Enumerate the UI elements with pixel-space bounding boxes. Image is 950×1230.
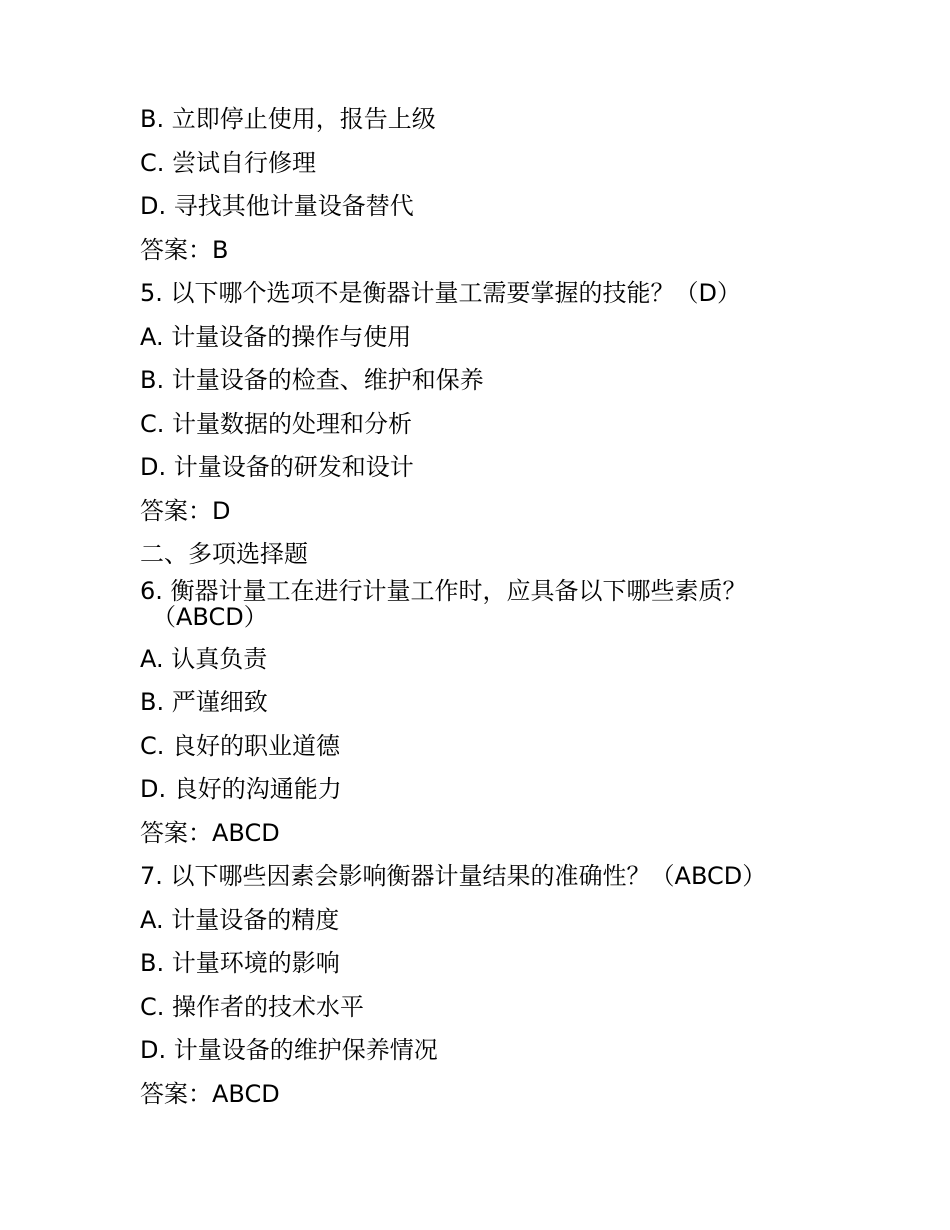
document-content bbox=[140, 98, 820, 1116]
option-b-q7: B. 计量环境的影响 bbox=[140, 949, 340, 977]
option-d-q4: D. 寻找其他计量设备替代 bbox=[140, 192, 414, 220]
answer-q5: 答案：D bbox=[140, 496, 231, 525]
option-b-q6: B. 严谨细致 bbox=[140, 688, 268, 716]
question-7: 7. 以下哪些因素会影响衡器计量结果的准确性？（ABCD） bbox=[140, 862, 767, 890]
option-c-q5: C. 计量数据的处理和分析 bbox=[140, 409, 413, 438]
option-a-q5: A. 计量设备的操作与使用 bbox=[140, 322, 412, 351]
question-6-answer-key: （ABCD） bbox=[152, 602, 268, 631]
option-c-q6: C. 良好的职业道德 bbox=[140, 731, 341, 760]
option-b-q5: B. 计量设备的检查、维护和保养 bbox=[140, 366, 484, 394]
option-d-q6: D. 良好的沟通能力 bbox=[140, 775, 342, 803]
question-6 bbox=[140, 577, 820, 638]
option-c-q4: C. 尝试自行修理 bbox=[140, 148, 317, 177]
answer-q7: 答案：ABCD bbox=[140, 1079, 280, 1108]
question-6-text: 6. 衡器计量工在进行计量工作时，应具备以下哪些素质？ bbox=[140, 576, 747, 605]
answer-q6: 答案：ABCD bbox=[140, 818, 280, 847]
option-b-q4: B. 立即停止使用，报告上级 bbox=[140, 105, 436, 133]
section-heading-multiple-choice: 二、多项选择题 bbox=[140, 540, 308, 568]
option-d-q5: D. 计量设备的研发和设计 bbox=[140, 453, 414, 481]
option-c-q7: C. 操作者的技术水平 bbox=[140, 992, 365, 1021]
option-a-q6: A. 认真负责 bbox=[140, 644, 268, 673]
question-5: 5. 以下哪个选项不是衡器计量工需要掌握的技能？（D） bbox=[140, 279, 742, 307]
option-a-q7: A. 计量设备的精度 bbox=[140, 905, 340, 934]
answer-q4: 答案：B bbox=[140, 235, 229, 264]
option-d-q7: D. 计量设备的维护保养情况 bbox=[140, 1036, 438, 1064]
